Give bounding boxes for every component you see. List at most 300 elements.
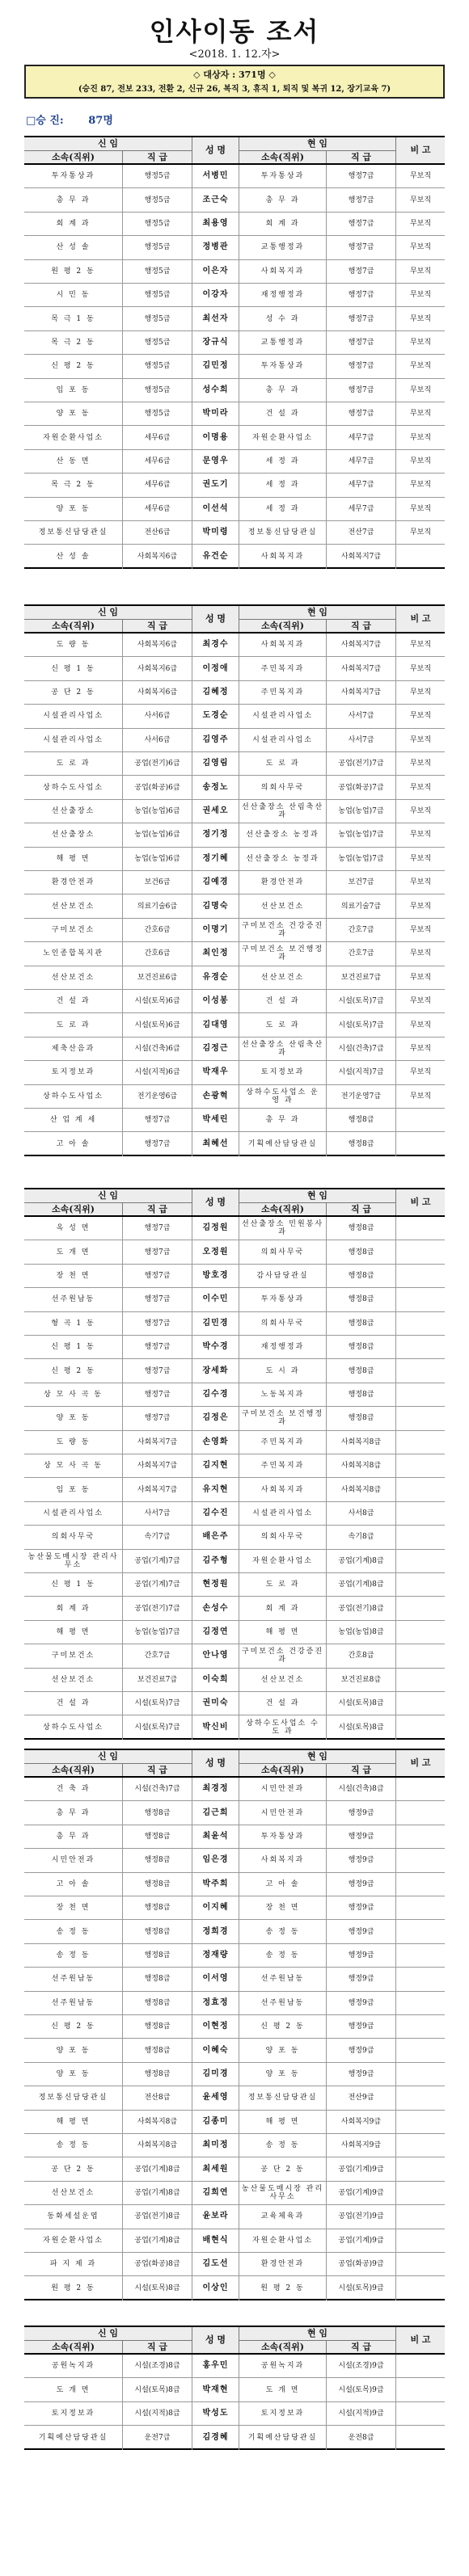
cell-new-dept: 산 성 솔 — [24, 236, 123, 259]
cell-cur-dept: 주민복지과 — [239, 1454, 327, 1477]
cell-new-grade: 행정5급 — [123, 188, 192, 211]
cell-name: 성수희 — [192, 379, 239, 402]
cell-cur-dept: 시설관리사업소 — [239, 729, 327, 751]
cell-new-dept: 시설관리사업소 — [24, 1502, 123, 1525]
cell-cur-grade: 사회복지7급 — [327, 633, 396, 656]
header-note: 비 고 — [410, 613, 431, 624]
cell-name: 박미령 — [192, 521, 239, 544]
cell-name: 이명기 — [192, 919, 239, 941]
personnel-table — [24, 1749, 445, 2300]
cell-cur-grade: 간호7급 — [327, 942, 396, 965]
cell-new-grade: 행정8급 — [123, 1944, 192, 1967]
cell-cur-grade: 행정7급 — [327, 165, 396, 187]
cell-cur-grade: 시설(건축)7급 — [327, 1038, 396, 1060]
cell-note — [396, 1692, 445, 1715]
cell-new-grade: 운전7급 — [123, 2426, 192, 2449]
cell-new-grade: 공업(전기)6급 — [123, 752, 192, 775]
cell-cur-grade: 전산9급 — [327, 2086, 396, 2109]
cell-new-dept: 신 평 2 동 — [24, 1359, 123, 1382]
cell-cur-grade: 시설(토목)9급 — [327, 2378, 396, 2401]
cell-note: 무보직 — [409, 314, 432, 323]
cell-cur-grade: 시설(건축)8급 — [327, 1778, 396, 1800]
cell-cur-dept: 사회복지과 — [239, 1478, 327, 1501]
cell-cur-dept: 고 아 솔 — [239, 1873, 327, 1896]
cell-note — [396, 1778, 445, 1800]
cell-new-grade: 시설(건축)7급 — [123, 1778, 192, 1800]
cell-cur-grade: 사회복지7급 — [327, 681, 396, 704]
cell-new-dept: 도 개 면 — [24, 1240, 123, 1263]
cell-cur-grade: 보건7급 — [327, 871, 396, 894]
cell-name: 손성수 — [192, 1597, 239, 1619]
cell-name: 김혜정 — [192, 681, 239, 704]
cell-new-grade: 사서6급 — [123, 705, 192, 727]
cell-new-grade: 사회복지7급 — [123, 1431, 192, 1454]
cell-cur-dept: 선산보건소 — [239, 966, 327, 989]
promotion-count — [26, 112, 113, 127]
cell-cur-dept: 사회복지과 — [239, 1849, 327, 1871]
cell-cur-grade: 운전8급 — [327, 2426, 396, 2449]
cell-cur-grade: 시설(지적)7급 — [327, 1061, 396, 1084]
cell-cur-grade: 행정9급 — [327, 1873, 396, 1896]
cell-new-dept: 토지정보과 — [24, 1061, 123, 1084]
cell-new-grade: 행정7급 — [123, 1407, 192, 1429]
cell-cur-dept: 투자통상과 — [239, 1288, 327, 1311]
cell-new-dept: 제축산음과 — [24, 1038, 123, 1060]
cell-cur-grade: 보건진료7급 — [327, 966, 396, 989]
cell-new-grade: 세무6급 — [123, 498, 192, 520]
table-row — [24, 1061, 445, 1084]
cell-new-dept: 양 포 동 — [24, 402, 123, 425]
cell-note — [396, 1454, 445, 1477]
cell-cur-dept: 선주원남동 — [239, 1992, 327, 2014]
cell-note: 무보직 — [409, 338, 432, 347]
cell-new-dept: 산 동 면 — [24, 450, 123, 473]
cell-note: 무보직 — [409, 925, 432, 934]
cell-note — [396, 1265, 445, 1287]
cell-new-dept: 송 정 동 — [24, 1920, 123, 1943]
cell-new-dept: 도 로 과 — [24, 1013, 123, 1036]
cell-new-dept: 선산보건소 — [24, 894, 123, 917]
header-dept: 소속(직위) — [24, 1763, 123, 1776]
cell-note — [396, 1359, 445, 1382]
cell-cur-grade: 공업(기계)9급 — [327, 2157, 396, 2180]
cell-note — [396, 1407, 445, 1429]
cell-new-grade: 시설(건축)6급 — [123, 1038, 192, 1060]
cell-cur-dept: 해 평 면 — [239, 2111, 327, 2133]
cell-new-dept: 선주원남동 — [24, 1992, 123, 2014]
table-row — [24, 2039, 445, 2062]
cell-new-grade: 사회복지6급 — [123, 657, 192, 680]
cell-new-grade: 행정5급 — [123, 284, 192, 306]
cell-new-dept: 시설관리사업소 — [24, 705, 123, 727]
cell-note: 무보직 — [409, 973, 432, 982]
cell-cur-grade: 공업(전기)9급 — [327, 2205, 396, 2228]
table-row — [24, 1013, 445, 1037]
cell-new-dept: 건 설 과 — [24, 1692, 123, 1715]
cell-name: 조근숙 — [192, 188, 239, 211]
cell-new-grade: 세무6급 — [123, 450, 192, 473]
cell-cur-grade: 행정7급 — [327, 284, 396, 306]
header-before: 신 임 — [24, 1750, 192, 1763]
cell-note: 무보직 — [409, 362, 432, 371]
header-dept: 소속(직위) — [239, 150, 327, 163]
cell-cur-dept: 신 평 2 동 — [239, 2015, 327, 2038]
cell-note — [396, 2063, 445, 2086]
header-name: 성 명 — [192, 137, 239, 163]
table-row — [24, 1597, 445, 1620]
cell-new-grade: 행정7급 — [123, 1312, 192, 1335]
cell-name: 권미숙 — [192, 1692, 239, 1715]
cell-name: 윤보라 — [192, 2205, 239, 2228]
cell-cur-dept: 시설관리사업소 — [239, 705, 327, 727]
cell-note — [396, 2134, 445, 2157]
cell-note — [396, 1478, 445, 1501]
cell-note: 무보직 — [409, 902, 432, 911]
cell-new-grade: 행정5급 — [123, 165, 192, 187]
cell-name: 정기정 — [192, 823, 239, 846]
breakdown: (승진 87, 전보 233, 전환 2, 신규 26, 복직 3, 휴직 1, 퇴직 및 복귀 12, 장기교육 7) — [78, 85, 391, 94]
cell-new-dept: 선산출장소 — [24, 823, 123, 846]
header-dept: 소속(직위) — [239, 2340, 327, 2353]
cell-new-grade: 사회복지6급 — [123, 633, 192, 656]
cell-name: 김영림 — [192, 752, 239, 775]
header-grade: 직 급 — [327, 150, 396, 163]
cell-note: 무보직 — [409, 243, 432, 252]
cell-cur-dept: 의회사무국 — [239, 1526, 327, 1548]
cell-new-dept: 목 극 2 동 — [24, 474, 123, 496]
table-row — [24, 1944, 445, 1968]
cell-note: 무보직 — [409, 219, 432, 228]
promotion-label: □승 진: — [26, 115, 64, 127]
cell-new-grade: 사서6급 — [123, 729, 192, 751]
cell-name: 서병민 — [192, 165, 239, 187]
cell-name: 정기혜 — [192, 848, 239, 870]
cell-new-dept: 양 포 동 — [24, 1407, 123, 1429]
cell-name: 김수진 — [192, 1502, 239, 1525]
cell-cur-grade: 농업(농업)7급 — [327, 823, 396, 846]
cell-cur-grade: 공업(기계)9급 — [327, 2229, 396, 2252]
table-row — [24, 1217, 445, 1240]
header-current: 현 임 — [239, 137, 396, 150]
cell-new-dept: 선주원남동 — [24, 1288, 123, 1311]
table-row — [24, 1778, 445, 1801]
table-row — [24, 1502, 445, 1526]
table-row — [24, 823, 445, 847]
cell-new-dept: 원 평 2 동 — [24, 260, 123, 283]
cell-cur-grade: 공업(기계)8급 — [327, 1573, 396, 1596]
cell-cur-grade: 행정8급 — [327, 1288, 396, 1311]
cell-cur-grade: 시설(토목)7급 — [327, 1013, 396, 1036]
cell-new-dept: 총 무 과 — [24, 188, 123, 211]
cell-new-grade: 공업(화공)8급 — [123, 2253, 192, 2275]
cell-new-dept: 시 민 동 — [24, 284, 123, 306]
cell-new-dept: 장 천 면 — [24, 1896, 123, 1919]
cell-name: 문영우 — [192, 450, 239, 473]
cell-cur-dept: 송 정 동 — [239, 2134, 327, 2157]
cell-new-dept: 산 업 계 세 — [24, 1109, 123, 1131]
cell-name: 박성도 — [192, 2402, 239, 2425]
cell-new-dept: 신 평 2 동 — [24, 355, 123, 377]
cell-name: 이은자 — [192, 260, 239, 283]
cell-new-dept: 시민안전과 — [24, 1849, 123, 1871]
cell-new-dept: 회 계 과 — [24, 213, 123, 235]
cell-name: 이서영 — [192, 1968, 239, 1990]
cell-note: 무보직 — [409, 712, 432, 721]
cell-note: 무보직 — [409, 1044, 432, 1053]
cell-name: 이숙희 — [192, 1669, 239, 1691]
header-grade: 직 급 — [123, 150, 192, 163]
cell-cur-dept: 교통행정과 — [239, 236, 327, 259]
table-row — [24, 1801, 445, 1825]
cell-new-grade: 행정5급 — [123, 213, 192, 235]
target-count: ◇ 대상자 : 371명 ◇ — [193, 69, 276, 80]
cell-cur-dept: 양 포 동 — [239, 2063, 327, 2086]
cell-new-dept: 파 지 제 과 — [24, 2253, 123, 2275]
cell-cur-grade: 행정9급 — [327, 1944, 396, 1967]
table-row — [24, 705, 445, 728]
cell-cur-dept: 선산보건소 — [239, 1669, 327, 1691]
table-row — [24, 521, 445, 545]
cell-new-dept: 해 평 면 — [24, 2111, 123, 2133]
cell-note — [396, 1502, 445, 1525]
cell-note — [396, 1873, 445, 1896]
cell-note — [396, 1312, 445, 1335]
header-current: 현 임 — [239, 1189, 396, 1202]
cell-cur-grade: 행정7급 — [327, 379, 396, 402]
cell-cur-dept: 선산보건소 — [239, 894, 327, 917]
cell-name: 박신비 — [192, 1715, 239, 1739]
promotion-value: 87명 — [88, 115, 113, 127]
cell-name: 박세린 — [192, 1109, 239, 1131]
table-row — [24, 1896, 445, 1920]
table-header — [24, 137, 445, 165]
cell-cur-grade: 행정8급 — [327, 1383, 396, 1406]
cell-name: 장세화 — [192, 1359, 239, 1382]
table-row — [24, 633, 445, 657]
cell-note — [396, 1669, 445, 1691]
cell-new-dept: 도 개 면 — [24, 2378, 123, 2401]
table-row — [24, 2355, 445, 2378]
table-row — [24, 1038, 445, 1061]
cell-new-grade: 속기7급 — [123, 1526, 192, 1548]
cell-note: 무보직 — [409, 385, 432, 394]
cell-note — [396, 1597, 445, 1619]
cell-new-dept: 형 곡 1 동 — [24, 1312, 123, 1335]
table-row — [24, 871, 445, 894]
cell-cur-grade: 간호7급 — [327, 919, 396, 941]
cell-cur-dept: 환경안전과 — [239, 2253, 327, 2275]
table-row — [24, 990, 445, 1013]
cell-cur-grade: 농업(농업)7급 — [327, 800, 396, 823]
cell-new-dept: 산 성 솔 — [24, 545, 123, 568]
cell-cur-grade: 시설(토목)7급 — [327, 990, 396, 1012]
table-row — [24, 729, 445, 752]
cell-new-grade: 간호6급 — [123, 919, 192, 941]
cell-name: 최인정 — [192, 942, 239, 965]
cell-new-dept: 신 평 2 동 — [24, 2015, 123, 2038]
table-row — [24, 1920, 445, 1943]
header-grade: 직 급 — [327, 619, 396, 632]
cell-new-dept: 옥 성 면 — [24, 1217, 123, 1240]
table-row — [24, 1383, 445, 1407]
header-grade: 직 급 — [123, 1763, 192, 1776]
cell-cur-grade: 사회복지9급 — [327, 2111, 396, 2133]
cell-cur-grade: 사서7급 — [327, 729, 396, 751]
cell-note: 무보직 — [409, 949, 432, 958]
cell-name: 최세원 — [192, 2157, 239, 2180]
cell-note: 무보직 — [409, 291, 432, 300]
header-grade: 직 급 — [123, 619, 192, 632]
cell-name: 이정애 — [192, 657, 239, 680]
header-grade: 직 급 — [123, 2340, 192, 2353]
cell-note — [396, 1550, 445, 1572]
cell-name: 정희경 — [192, 1920, 239, 1943]
table-row — [24, 379, 445, 402]
cell-cur-grade: 행정8급 — [327, 1336, 396, 1358]
cell-new-grade: 농업(농업)6급 — [123, 848, 192, 870]
cell-new-grade: 시설(토목)6급 — [123, 1013, 192, 1036]
cell-cur-dept: 총 무 과 — [239, 379, 327, 402]
cell-name: 최용영 — [192, 213, 239, 235]
cell-new-grade: 농업(농업)6급 — [123, 800, 192, 823]
cell-name: 이상인 — [192, 2276, 239, 2300]
cell-new-dept: 해 평 면 — [24, 1621, 123, 1644]
cell-new-grade: 공업(기계)8급 — [123, 2229, 192, 2252]
cell-name: 임은경 — [192, 1849, 239, 1871]
header-dept: 소속(직위) — [239, 619, 327, 632]
cell-cur-dept: 세 정 과 — [239, 474, 327, 496]
cell-new-grade: 행정5급 — [123, 379, 192, 402]
cell-cur-dept: 토지정보과 — [239, 1061, 327, 1084]
cell-cur-grade: 시설(지적)9급 — [327, 2402, 396, 2425]
table-row — [24, 1526, 445, 1549]
document-title: 인사이동 조서 — [149, 16, 320, 47]
cell-new-grade: 의료기술6급 — [123, 894, 192, 917]
cell-name: 이명용 — [192, 426, 239, 448]
cell-name: 김정연 — [192, 1621, 239, 1644]
cell-cur-dept: 시민안전과 — [239, 1778, 327, 1800]
cell-cur-grade: 사서7급 — [327, 705, 396, 727]
cell-new-grade: 세무6급 — [123, 474, 192, 496]
cell-new-grade: 전산6급 — [123, 521, 192, 544]
table-row — [24, 776, 445, 799]
cell-note: 무보직 — [409, 688, 432, 697]
cell-cur-dept: 선산출장소 민원봉사과 — [239, 1217, 327, 1240]
cell-cur-grade: 공업(전기)7급 — [327, 752, 396, 775]
cell-new-dept: 회 계 과 — [24, 1597, 123, 1619]
cell-new-grade: 행정5급 — [123, 402, 192, 425]
cell-cur-dept: 기획예산담당관실 — [239, 1132, 327, 1155]
table-row — [24, 1109, 445, 1132]
cell-new-dept: 총 무 과 — [24, 1801, 123, 1824]
cell-new-dept: 농산물도매시장 관리사무소 — [24, 1550, 123, 1572]
cell-name: 정재량 — [192, 1944, 239, 1967]
cell-cur-grade: 행정7급 — [327, 331, 396, 354]
cell-cur-grade: 행정7급 — [327, 355, 396, 377]
cell-cur-grade: 사회복지8급 — [327, 1478, 396, 1501]
table-row — [24, 1573, 445, 1597]
cell-name: 김민경 — [192, 1312, 239, 1335]
cell-cur-dept: 교통행정과 — [239, 331, 327, 354]
cell-name: 이수민 — [192, 1288, 239, 1311]
cell-cur-grade: 행정7급 — [327, 402, 396, 425]
cell-note — [396, 1217, 445, 1240]
table-row — [24, 402, 445, 426]
cell-name: 김수경 — [192, 1383, 239, 1406]
cell-new-grade: 행정5급 — [123, 355, 192, 377]
cell-cur-dept: 선산출장소 산림축산과 — [239, 800, 327, 823]
cell-new-grade: 공업(화공)6급 — [123, 776, 192, 798]
cell-new-grade: 사회복지8급 — [123, 2134, 192, 2157]
cell-new-grade: 공업(기계)7급 — [123, 1573, 192, 1596]
cell-new-dept: 선산보건소 — [24, 966, 123, 989]
cell-new-dept: 양 포 동 — [24, 498, 123, 520]
cell-name: 최윤석 — [192, 1825, 239, 1848]
cell-cur-grade: 사회복지9급 — [327, 2134, 396, 2157]
table-header — [24, 1189, 445, 1217]
table-row — [24, 2426, 445, 2449]
cell-note — [396, 1825, 445, 1848]
header-dept: 소속(직위) — [239, 1763, 327, 1776]
cell-new-dept: 고 아 솔 — [24, 1873, 123, 1896]
cell-name: 김지현 — [192, 1454, 239, 1477]
cell-new-grade: 행정8급 — [123, 2015, 192, 2038]
cell-note: 무보직 — [409, 641, 432, 650]
cell-note — [396, 2402, 445, 2425]
cell-new-grade: 사회복지7급 — [123, 1478, 192, 1501]
cell-cur-dept: 성 수 과 — [239, 307, 327, 330]
cell-cur-grade: 행정7급 — [327, 188, 396, 211]
cell-note: 무보직 — [409, 878, 432, 887]
cell-cur-grade: 행정9급 — [327, 1801, 396, 1824]
cell-note — [396, 1573, 445, 1596]
cell-cur-dept: 투자통상과 — [239, 165, 327, 187]
cell-new-dept: 시설관리사업소 — [24, 729, 123, 751]
cell-cur-grade: 행정9급 — [327, 1849, 396, 1871]
cell-name: 윤세영 — [192, 2086, 239, 2109]
cell-note — [396, 1644, 445, 1667]
cell-name: 박주희 — [192, 1873, 239, 1896]
cell-cur-grade: 행정8급 — [327, 1132, 396, 1155]
cell-cur-dept: 공 단 2 동 — [239, 2157, 327, 2180]
cell-cur-dept: 건 설 과 — [239, 990, 327, 1012]
cell-name: 이혜숙 — [192, 2039, 239, 2061]
cell-new-grade: 공업(기계)8급 — [123, 2157, 192, 2180]
header-grade: 직 급 — [327, 1763, 396, 1776]
cell-cur-dept: 정보통신담당관실 — [239, 2086, 327, 2109]
cell-new-grade: 행정8급 — [123, 1801, 192, 1824]
table-row — [24, 236, 445, 259]
table-row — [24, 188, 445, 212]
cell-cur-dept: 선산출장소 농정과 — [239, 848, 327, 870]
cell-name: 도경순 — [192, 705, 239, 727]
cell-note — [396, 545, 445, 568]
cell-cur-grade: 시설(조경)9급 — [327, 2355, 396, 2377]
table-row — [24, 681, 445, 705]
cell-cur-grade: 행정9급 — [327, 1896, 396, 1919]
cell-cur-grade: 농업(농업)8급 — [327, 1621, 396, 1644]
cell-note — [396, 2355, 445, 2377]
cell-name: 박수경 — [192, 1336, 239, 1358]
table-row — [24, 1431, 445, 1454]
cell-name: 이강자 — [192, 284, 239, 306]
cell-new-grade: 행정7급 — [123, 1265, 192, 1287]
cell-cur-dept: 회 계 과 — [239, 1597, 327, 1619]
cell-cur-dept: 원 평 2 동 — [239, 2276, 327, 2300]
cell-new-dept: 송 정 동 — [24, 1944, 123, 1967]
table-header — [24, 2327, 445, 2355]
header-grade: 직 급 — [123, 1202, 192, 1215]
